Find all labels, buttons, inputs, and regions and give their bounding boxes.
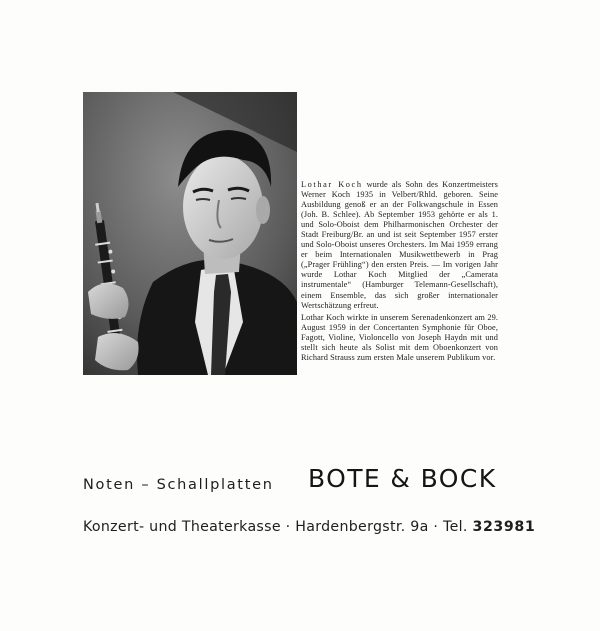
brand-name: BOTE & BOCK	[308, 464, 497, 493]
phone-number: 323981	[472, 519, 536, 535]
biography-paragraph-1	[301, 180, 498, 311]
musician-name: Lothar Koch	[301, 180, 363, 189]
sheet-music-records-text: Noten – Schallplatten	[83, 477, 274, 493]
biography-text	[301, 180, 498, 363]
oboist-portrait-photo	[83, 92, 297, 375]
advertisement-headline	[83, 463, 503, 503]
address-text: Konzert- und Theaterkasse · Hardenbergstr. 9a · Tel.	[83, 519, 468, 535]
biography-paragraph-2: Lothar Koch wirkte in unserem Serenadenkonzert am 29. August 1959 in der Concertanten Symphonie für Oboe, Fagott, Violine, Violoncello von Joseph Haydn mit und stellt sich heute als Solist mit dem Oboenkonzert von Richard Strauss zum ersten Male unserem Publikum vor.	[301, 312, 498, 362]
biography-paragraph-1-text: wurde als Sohn des Konzertmeisters Werner Koch 1935 in Velbert/Rhld. geboren. Seine Ausbildung genoß er an der Folkwangschule in Essen (Joh. B. Schlee). Ab September 1953 gehörte er als 1. und Solo-Oboist dem Philharmonischen Orchester der Stadt Freiburg/Br. an und ist seit September 1957 erster und Solo-Oboist unseres Orchesters. Im Mai 1959 errang er beim Internationalen Musikwettbewerb in Prag („Prager Frühling“) den ersten Preis. — Im vorigen Jahr wurde Lothar Koch Mitglied der „Camerata instrumentale“ (Hamburger Telemann-Gesellschaft), einem Ensemble, das sich großer internationaler Wertschätzung erfreut.	[301, 180, 499, 310]
advertisement-address	[83, 519, 536, 535]
